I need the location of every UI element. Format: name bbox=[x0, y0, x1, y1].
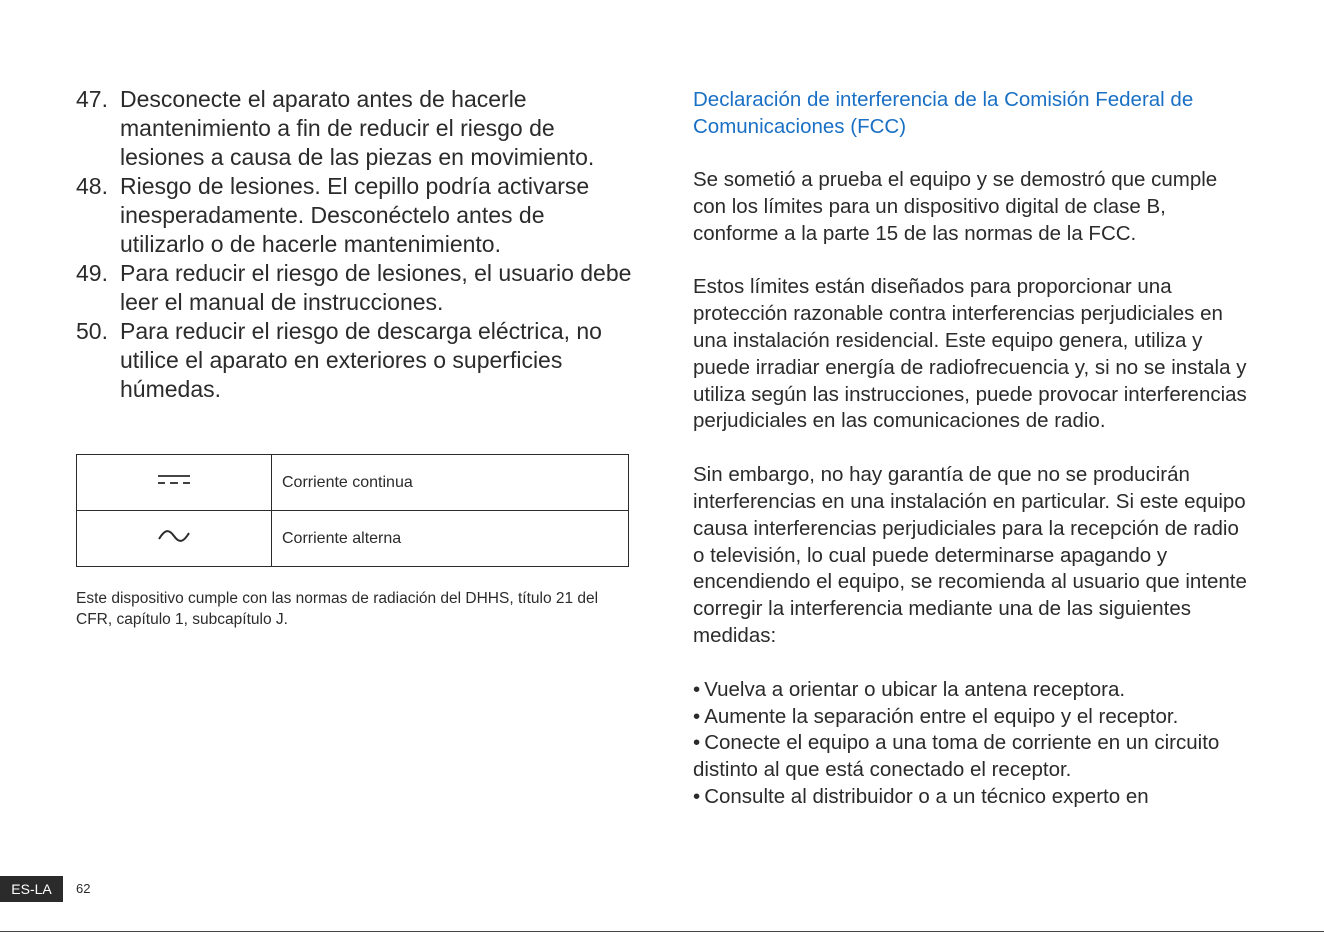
fcc-paragraph: Estos límites están diseñados para proporcionar una protección razonable contra interferencias perjudiciales en una instalación residencial. Este equipo genera, utiliza y puede irradiar energía de radiofrecuencia y, si no se instala y utiliza según las instrucciones, puede provocar interferencias perjudiciales en las comunicaciones de radio. bbox=[693, 275, 1247, 433]
symbol-description: Corriente continua bbox=[272, 455, 629, 511]
alternating-current-icon bbox=[157, 528, 191, 544]
item-text: Para reducir el riesgo de descarga eléctrica, no utilice el aparato en exteriores o superficies húmedas. bbox=[120, 318, 602, 402]
table-row bbox=[77, 511, 629, 567]
bullet-icon: • bbox=[693, 677, 701, 701]
instruction-item-48 bbox=[76, 172, 632, 259]
item-number: 48. bbox=[76, 173, 108, 199]
item-number: 49. bbox=[76, 260, 108, 286]
fcc-paragraph: Se sometió a prueba el equipo y se demostró que cumple con los límites para un dispositivo digital de clase B, conforme a la parte 15 de las normas de la FCC. bbox=[693, 168, 1218, 245]
instruction-item-50 bbox=[76, 317, 632, 404]
bullet-text: Vuelva a orientar o ubicar la antena receptora. bbox=[704, 677, 1126, 701]
symbol-table bbox=[76, 454, 629, 567]
instruction-item-47 bbox=[76, 85, 632, 172]
instruction-item-49 bbox=[76, 259, 632, 317]
list-item bbox=[693, 784, 1253, 811]
bullet-icon: • bbox=[693, 704, 701, 728]
instruction-list bbox=[76, 85, 632, 404]
symbol-cell bbox=[77, 455, 272, 511]
bullet-icon: • bbox=[693, 731, 701, 755]
fcc-measures-list bbox=[693, 677, 1253, 811]
list-item bbox=[693, 677, 1253, 704]
list-item bbox=[693, 730, 1253, 784]
page-number: 62 bbox=[76, 881, 91, 896]
direct-current-icon bbox=[156, 473, 192, 487]
bullet-text: Consulte al distribuidor o a un técnico experto en bbox=[704, 784, 1149, 808]
fcc-heading: Declaración de interferencia de la Comisión Federal de Comunicaciones (FCC) bbox=[693, 88, 1194, 138]
dhhs-compliance-note: Este dispositivo cumple con las normas de radiación del DHHS, título 21 del CFR, capítulo 1, subcapítulo J. bbox=[76, 590, 599, 628]
fcc-statement bbox=[693, 86, 1253, 811]
item-number: 50. bbox=[76, 318, 108, 344]
item-text: Para reducir el riesgo de lesiones, el usuario debe leer el manual de instrucciones. bbox=[120, 260, 632, 315]
safety-instructions bbox=[76, 85, 632, 404]
item-number: 47. bbox=[76, 86, 108, 112]
item-text: Riesgo de lesiones. El cepillo podría activarse inesperadamente. Desconéctelo antes de utilizarlo o de hacerle mantenimiento. bbox=[120, 173, 590, 257]
language-tab: ES-LA bbox=[0, 876, 63, 902]
table-row bbox=[77, 455, 629, 511]
bullet-text: Aumente la separación entre el equipo y el receptor. bbox=[704, 704, 1179, 728]
bullet-text: Conecte el equipo a una toma de corriente en un circuito distinto al que está conectado el receptor. bbox=[693, 731, 1220, 782]
list-item bbox=[693, 704, 1253, 731]
symbol-cell bbox=[77, 511, 272, 567]
symbol-description: Corriente alterna bbox=[272, 511, 629, 567]
item-text: Desconecte el aparato antes de hacerle mantenimiento a fin de reducir el riesgo de lesiones a causa de las piezas en movimiento. bbox=[120, 86, 595, 170]
fcc-paragraph: Sin embargo, no hay garantía de que no se producirán interferencias en una instalación en particular. Si este equipo causa interferencias perjudiciales para la recepción de radio o televisión, lo cual puede determinarse apagando y encendiendo el equipo, se recomienda al usuario que intente corregir la interferencia mediante una de las siguientes medidas: bbox=[693, 463, 1247, 647]
bullet-icon: • bbox=[693, 784, 701, 808]
bottom-divider bbox=[0, 931, 1324, 932]
